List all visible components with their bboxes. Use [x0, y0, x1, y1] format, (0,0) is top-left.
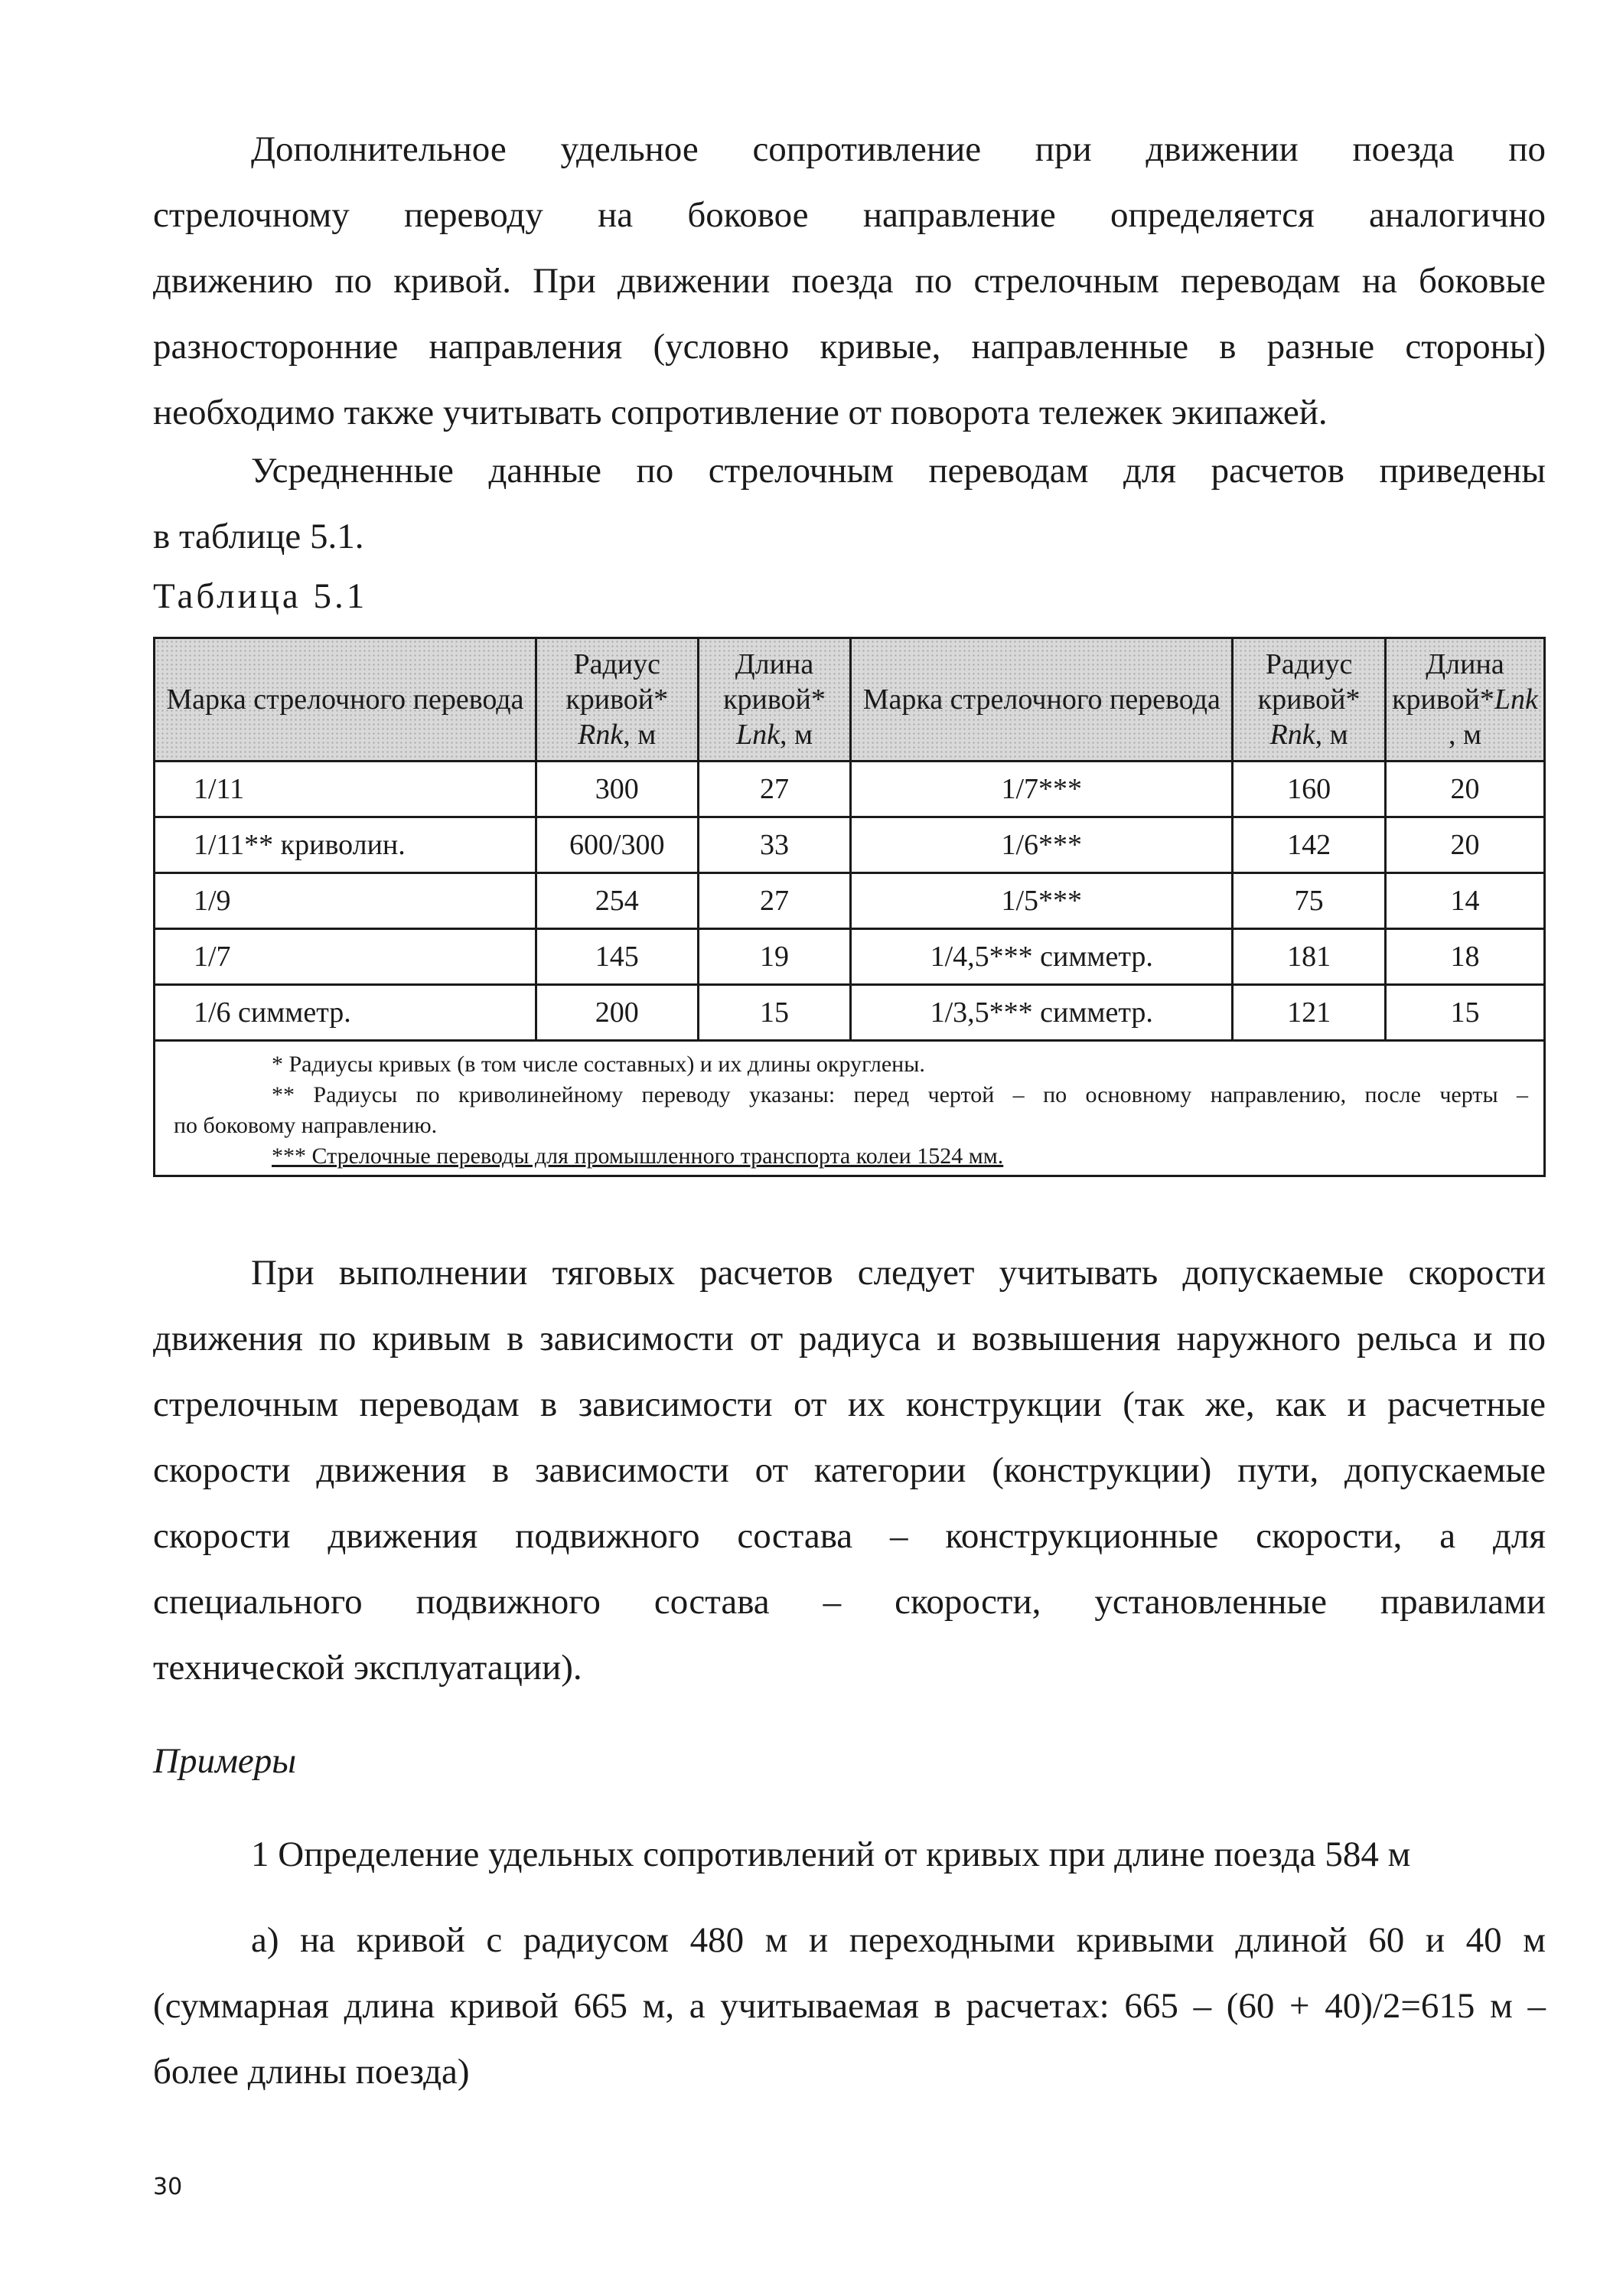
table-cell: 14	[1385, 873, 1544, 929]
text-line: движения по кривым в зависимости от радиуса и возвышения наружного рельса и по	[153, 1319, 1546, 1358]
table-cell: 1/7	[155, 929, 536, 985]
paragraph-table-reference	[153, 438, 1546, 569]
header-length-symbol: Lnk	[735, 719, 780, 751]
header-length-line1: Длина	[1426, 648, 1504, 680]
header-mark-2: Марка стрелочного перевода	[851, 638, 1233, 762]
text-line: необходимо также учитывать сопротивление от поворота тележек экипажей.	[153, 393, 1328, 432]
table-cell: 20	[1385, 762, 1544, 817]
text-line: стрелочному переводу на боковое направление определяется аналогично	[153, 195, 1546, 235]
table-cell: 1/6***	[851, 817, 1233, 873]
table-row	[155, 762, 1545, 817]
table-cell: 142	[1233, 817, 1386, 873]
header-length-line2: кривой*	[723, 683, 826, 716]
text-line: Дополнительное удельное сопротивление при движении поезда по	[251, 129, 1546, 169]
header-radius-symbol: Rnk	[578, 719, 624, 751]
text-line: 1 Определение удельных сопротивлений от кривых при длине поезда 584 м	[251, 1835, 1411, 1874]
table-cell: 33	[698, 817, 851, 873]
header-length-2	[1385, 638, 1544, 762]
text-line: а) на кривой с радиусом 480 м и переходными кривыми длиной 60 и 40 м	[251, 1920, 1546, 1960]
table-cell: 254	[536, 873, 698, 929]
table-cell: 121	[1233, 985, 1386, 1041]
table-cell: 27	[698, 873, 851, 929]
header-mark: Марка стрелочного перевода	[155, 638, 536, 762]
table-cell: 1/3,5*** симметр.	[851, 985, 1233, 1041]
header-length-symbol: Lnk	[1494, 683, 1538, 716]
table-cell: 300	[536, 762, 698, 817]
text-line: скорости движения подвижного состава – конструкционные скорости, а для	[153, 1516, 1546, 1556]
footnote: ** Радиусы по криволинейному переводу указаны: перед чертой – по основному направлению, после черты –	[272, 1082, 1528, 1107]
table-cell: 15	[1385, 985, 1544, 1041]
footnote: *** Стрелочные переводы для промышленного транспорта колеи 1524 мм.	[272, 1143, 1004, 1169]
paragraph-speed-limits	[153, 1240, 1546, 1701]
table-cell: 1/11** криволин.	[155, 817, 536, 873]
text-line: специального подвижного состава – скорости, установленные правилами	[153, 1582, 1546, 1622]
text-line: в таблице 5.1.	[153, 517, 364, 556]
table-cell: 200	[536, 985, 698, 1041]
text-line: разносторонние направления (условно кривые, направленные в разные стороны)	[153, 327, 1546, 367]
header-length-unit: , м	[1448, 719, 1481, 751]
header-radius-line2: кривой*	[1257, 683, 1361, 716]
text-line: стрелочным переводам в зависимости от их конструкции (так же, как и расчетные	[153, 1384, 1546, 1424]
table-cell: 145	[536, 929, 698, 985]
page-number: 30	[153, 2174, 183, 2200]
table-cell: 1/6 симметр.	[155, 985, 536, 1041]
table-notes-row	[155, 1041, 1545, 1176]
table-cell: 1/7***	[851, 762, 1233, 817]
text-line: технической эксплуатации).	[153, 1648, 582, 1688]
table-cell: 160	[1233, 762, 1386, 817]
examples-heading: Примеры	[153, 1741, 297, 1781]
text-line: скорости движения в зависимости от категории (конструкции) пути, допускаемые	[153, 1450, 1546, 1490]
table-cell: 600/300	[536, 817, 698, 873]
table-row	[155, 985, 1545, 1041]
header-radius-line1: Радиус	[1265, 648, 1353, 680]
text-line: При выполнении тяговых расчетов следует учитывать допускаемые скорости	[251, 1253, 1546, 1293]
table-cell: 18	[1385, 929, 1544, 985]
table-caption: Таблица 5.1	[153, 576, 368, 616]
footnote: * Радиусы кривых (в том числе составных) и их длины округлены.	[272, 1052, 925, 1077]
table-cell: 1/4,5*** симметр.	[851, 929, 1233, 985]
table-cell: 15	[698, 985, 851, 1041]
header-radius-2	[1233, 638, 1386, 762]
example-1a	[153, 1907, 1546, 2105]
table-cell: 20	[1385, 817, 1544, 873]
header-radius-symbol: Rnk	[1269, 719, 1315, 751]
table-cell: 27	[698, 762, 851, 817]
table-footnotes	[155, 1041, 1545, 1176]
header-length-line1: Длина	[735, 648, 814, 680]
text-line: движению по кривой. При движении поезда по стрелочным переводам на боковые	[153, 261, 1546, 301]
text-line: Усредненные данные по стрелочным переводам для расчетов приведены	[251, 451, 1546, 491]
table-row	[155, 873, 1545, 929]
table-cell: 1/5***	[851, 873, 1233, 929]
table-cell: 1/9	[155, 873, 536, 929]
example-1-title	[153, 1821, 1546, 1887]
switch-data-table	[153, 637, 1546, 1177]
table-cell: 1/11	[155, 762, 536, 817]
header-radius-line1: Радиус	[573, 648, 660, 680]
table-row	[155, 817, 1545, 873]
table-header-row	[155, 638, 1545, 762]
footnote: по боковому направлению.	[174, 1113, 438, 1138]
table-row	[155, 929, 1545, 985]
header-radius	[536, 638, 698, 762]
text-line: более длины поезда)	[153, 2052, 470, 2092]
header-length-unit: , м	[779, 719, 813, 751]
header-radius-line2: кривой*	[565, 683, 669, 716]
paragraph-intro	[153, 116, 1546, 445]
table-cell: 75	[1233, 873, 1386, 929]
header-radius-unit: , м	[623, 719, 657, 751]
text-line: (суммарная длина кривой 665 м, а учитываемая в расчетах: 665 – (60 + 40)/2=615 м –	[153, 1986, 1546, 2026]
table-cell: 181	[1233, 929, 1386, 985]
header-length-line2: кривой*	[1392, 683, 1494, 716]
header-length	[698, 638, 851, 762]
header-radius-unit: , м	[1315, 719, 1348, 751]
table-cell: 19	[698, 929, 851, 985]
